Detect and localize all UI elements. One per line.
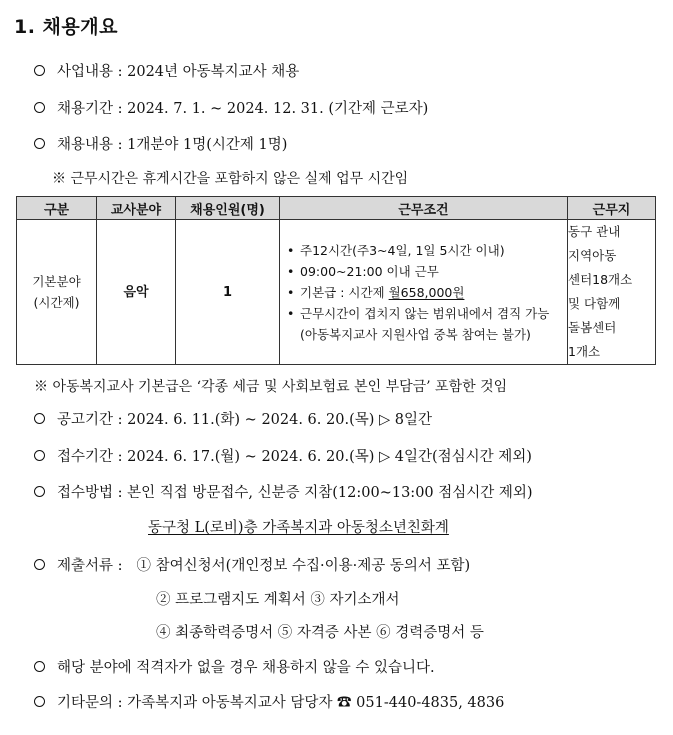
header-location: 근무지 xyxy=(568,197,656,220)
notice-period-line xyxy=(34,408,432,429)
salary-note: ※ 아동복지교사 기본급은 ‘각종 세금 및 사회보험료 본인 부담금’ 포함한 것임 xyxy=(34,379,508,395)
inquiry-line xyxy=(34,691,504,712)
header-field: 교사분야 xyxy=(97,197,176,220)
receipt-method-line xyxy=(34,481,533,502)
condition-item: • 09:00~21:00 이내 근무 xyxy=(286,261,563,282)
work-hours-note: ※ 근무시간은 휴게시간을 포함하지 않은 실제 업무 시간임 xyxy=(52,171,409,187)
condition-item: • 근무시간이 겹치지 않는 범위내에서 겸직 가능(아동복지교사 지원사업 중복 참여는 불가) xyxy=(286,303,563,345)
table-row xyxy=(17,220,656,365)
circle-bullet-icon xyxy=(34,696,45,707)
wage-amount: 월658,000원 xyxy=(388,285,465,300)
cell-location: 동구 관내 지역아동 센터18개소 및 다함께 돌봄센터 1개소 xyxy=(568,220,656,365)
cell-category: 기본분야 (시간제) xyxy=(17,220,97,365)
recruitment-table xyxy=(16,196,656,365)
no-hire-line xyxy=(34,656,435,677)
receipt-period-text: 접수기간 : 2024. 6. 17.(월) ~ 2024. 6. 20.(목) ▷ 4일간(점심시간 제외) xyxy=(57,449,532,465)
table-header-row xyxy=(17,197,656,220)
receipt-place: 동구청 L(로비)층 가족복지과 아동청소년친화계 xyxy=(148,520,449,536)
header-count: 채용인원(명) xyxy=(176,197,280,220)
circle-bullet-icon xyxy=(34,661,45,672)
period-text: 채용기간 : 2024. 7. 1. ~ 2024. 12. 31. (기간제 근로자) xyxy=(57,101,429,117)
circle-bullet-icon xyxy=(34,559,45,570)
header-category: 구분 xyxy=(17,197,97,220)
documents-label: 제출서류 : xyxy=(57,558,123,574)
cell-count: 1 xyxy=(176,220,280,365)
cell-conditions xyxy=(280,220,568,365)
documents-item-1: ① 참여신청서(개인정보 수집·이용·제공 동의서 포함) xyxy=(136,558,471,574)
project-text: 사업내용 : 2024년 아동복지교사 채용 xyxy=(57,64,300,80)
section-heading: 1. 채용개요 xyxy=(14,16,118,38)
header-conditions: 근무조건 xyxy=(280,197,568,220)
receipt-method-text: 접수방법 : 본인 직접 방문접수, 신분증 지참(12:00~13:00 점심시간 제외) xyxy=(57,485,533,501)
project-line xyxy=(34,60,299,81)
circle-bullet-icon xyxy=(34,138,45,149)
notice-period-text: 공고기간 : 2024. 6. 11.(화) ~ 2024. 6. 20.(목) ▷ 8일간 xyxy=(57,412,432,428)
circle-bullet-icon xyxy=(34,486,45,497)
documents-item-3: ④ 최종학력증명서 ⑤ 자격증 사본 ⑥ 경력증명서 등 xyxy=(156,625,484,641)
documents-item-2: ② 프로그램지도 계획서 ③ 자기소개서 xyxy=(156,592,400,608)
circle-bullet-icon xyxy=(34,65,45,76)
documents-line xyxy=(34,554,470,575)
circle-bullet-icon xyxy=(34,413,45,424)
period-line xyxy=(34,97,428,118)
circle-bullet-icon xyxy=(34,102,45,113)
content-text: 채용내용 : 1개분야 1명(시간제 1명) xyxy=(57,137,288,153)
cell-field: 음악 xyxy=(97,220,176,365)
condition-item: • 기본급 : 시간제 월658,000원 xyxy=(286,282,563,303)
no-hire-text: 해당 분야에 적격자가 없을 경우 채용하지 않을 수 있습니다. xyxy=(57,660,435,676)
inquiry-text: 기타문의 : 가족복지과 아동복지교사 담당자 ☎ 051-440-4835, 4836 xyxy=(57,695,505,711)
receipt-period-line xyxy=(34,445,532,466)
condition-item: • 주12시간(주3~4일, 1일 5시간 이내) xyxy=(286,240,563,261)
circle-bullet-icon xyxy=(34,450,45,461)
content-line xyxy=(34,133,287,154)
